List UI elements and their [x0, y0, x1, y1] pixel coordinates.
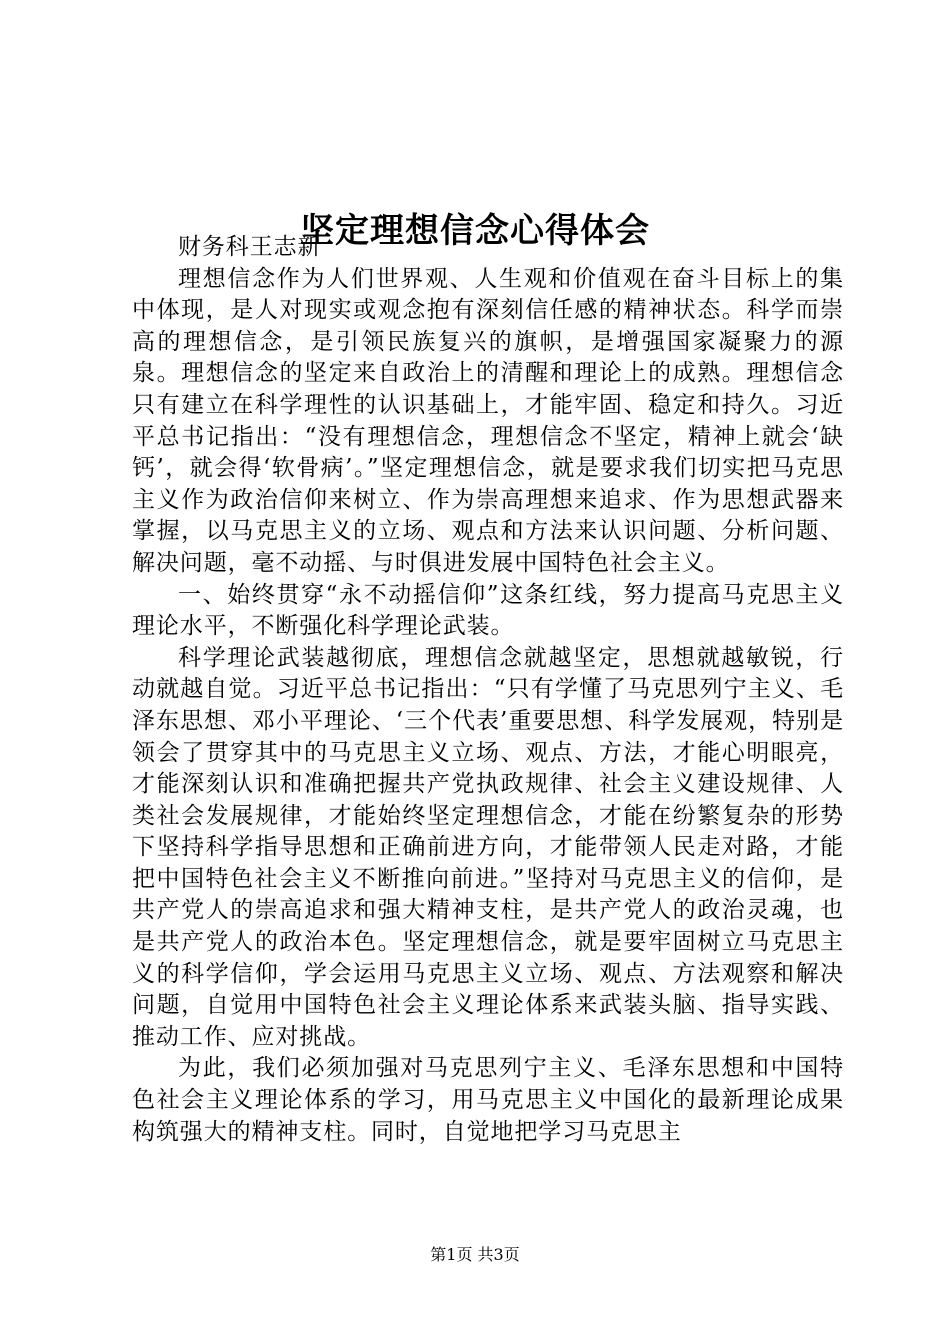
section-heading: 一、始终贯穿“永不动摇信仰”这条红线，努力提高马克思主义理论水平，不断强化科学理论武装。 — [132, 581, 844, 640]
document-body — [132, 232, 844, 1148]
document-title: 坚定理想信念心得体会 — [300, 210, 650, 251]
author-line: 财务科王志新 — [178, 234, 322, 260]
paragraph: 为此，我们必须加强对马克思列宁主义、毛泽东思想和中国特色社会主义理论体系的学习，用马克思主义中国化的最新理论成果构筑强大的精神支柱。同时，自觉地把学习马克思主 — [132, 1055, 844, 1145]
paragraph: 科学理论武装越彻底，理想信念就越坚定，思想就越敏锐，行动就越自觉。习近平总书记指出：“只有学懂了马克思列宁主义、毛泽东思想、邓小平理论、‘三个代表’重要思想、科学发展观，特别是领会了贯穿其中的马克思主义立场、观点、方法，才能心明眼亮，才能深刻认识和准确把握共产党执政规律、社会主义建设规律、人类社会发展规律，才能始终坚定理想信念，才能在纷繁复杂的形势下坚持科学指导思想和正确前进方向，才能带领人民走对路，才能把中国特色社会主义不断推向前进。”坚持对马克思主义的信仰，是共产党人的崇高追求和强大精神支柱，是共产党人的政治灵魂，也是共产党人的政治本色。坚定理想信念，就是要牢固树立马克思主义的科学信仰，学会运用马克思主义立场、观点、方法观察和解决问题，自觉用中国特色社会主义理论体系来武装头脑、指导实践、推动工作、应对挑战。 — [132, 644, 844, 1050]
paragraph: 理想信念作为人们世界观、人生观和价值观在奋斗目标上的集中体现，是人对现实或观念抱有深刻信任感的精神状态。科学而崇高的理想信念，是引领民族复兴的旗帜，是增强国家凝聚力的源泉。理想信念的坚定来自政治上的清醒和理论上的成熟。理想信念只有建立在科学理性的认识基础上，才能牢固、稳定和持久。习近平总书记指出：“没有理想信念，理想信念不坚定，精神上就会‘缺钙’，就会得‘软骨病’。”坚定理想信念，就是要求我们切实把马克思主义作为政治信仰来树立、作为崇高理想来追求、作为思想武器来掌握，以马克思主义的立场、观点和方法来认识问题、分析问题、解决问题，毫不动摇、与时俱进发展中国特色社会主义。 — [132, 265, 844, 576]
page-footer: 第1页 共3页 — [430, 1245, 520, 1264]
